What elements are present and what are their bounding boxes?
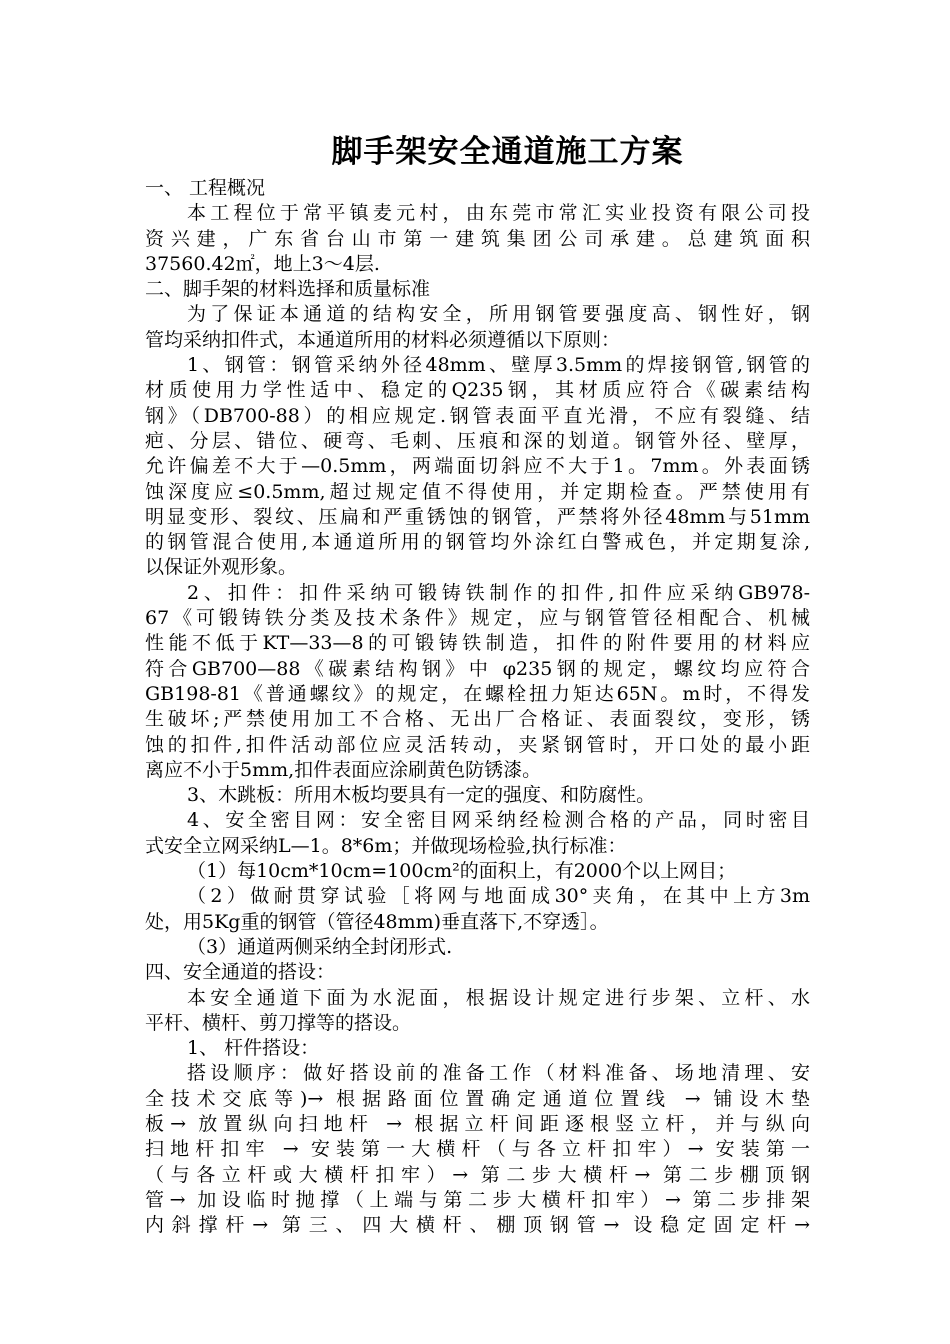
text-line: 一、 工程概况 bbox=[145, 177, 266, 199]
text-line: 扫地杆扣牢 → 安装第一大横杆（与各立杆扣牢）→ 安装第一 bbox=[145, 1138, 810, 1161]
text-line: 2、扣件：扣件采纳可锻铸铁制作的扣件,扣件应采纳GB978- bbox=[187, 581, 810, 604]
text-line: （3）通道两侧采纳全封闭形式. bbox=[187, 935, 453, 958]
text-line: 钢》（DB700-88）的相应规定.钢管表面平直光滑，不应有裂缝、结 bbox=[145, 404, 810, 427]
document-page bbox=[145, 132, 810, 1238]
text-line: 符合GB700—88《碳素结构钢》中 φ235钢的规定，螺纹均应符合 bbox=[145, 657, 810, 680]
text-line: 二、脚手架的材料选择和质量标准 bbox=[145, 278, 431, 301]
text-line: 式安全立网采纳L—1。8*6m；并做现场检验,执行标准： bbox=[145, 834, 627, 857]
text-line: 性能不低于KT—33—8的可锻铸铁制造，扣件的附件要用的材料应 bbox=[145, 632, 810, 655]
text-line: 3、木跳板：所用木板均要具有一定的强度、和防腐性。 bbox=[187, 784, 656, 807]
text-line: 内斜撑杆→ 第三、四大横杆、棚顶钢管→ 设稳定固定杆→ bbox=[145, 1214, 810, 1237]
text-line: 四、安全通道的搭设： bbox=[145, 961, 336, 984]
text-line: 搭设顺序：做好搭设前的准备工作（材料准备、场地清理、安 bbox=[187, 1062, 810, 1085]
text-line: 4、安全密目网：安全密目网采纳经检测合格的产品，同时密目 bbox=[187, 809, 810, 832]
text-line: 管均采纳扣件式，本通道所用的材料必须遵循以下原则： bbox=[145, 328, 621, 351]
text-line: 本工程位于常平镇麦元村，由东莞市常汇实业投资有限公司投 bbox=[187, 202, 810, 225]
text-line: 管→ 加设临时抛撑（上端与第二步大横杆扣牢）→ 第二步排架 bbox=[145, 1188, 810, 1211]
text-line: 疤、分层、错位、硬弯、毛刺、压痕和深的划道。钢管外径、壁厚， bbox=[145, 429, 810, 452]
text-line: （2）做耐贯穿试验［将网与地面成30°夹角，在其中上方3m bbox=[187, 885, 810, 908]
text-line: 材质使用力学性适中、稳定的Q235钢，其材质应符合《碳素结构 bbox=[145, 379, 810, 402]
text-line: GB198-81《普通螺纹》的规定，在螺栓扭力矩达65N。m时，不得发 bbox=[145, 682, 810, 705]
text-line: 全技术交底等)→ 根据路面位置确定通道位置线 → 铺设木垫 bbox=[145, 1087, 810, 1110]
text-line: （1）每10cm*10cm=100cm²的面积上，有2000个以上网目； bbox=[187, 860, 737, 883]
text-line: 生破坏;严禁使用加工不合格、无出厂合格证、表面裂纹，变形，锈 bbox=[145, 708, 810, 731]
document-title: 脚手架安全通道施工方案 bbox=[331, 134, 684, 170]
text-line: 明显变形、裂纹、压扁和严重锈蚀的钢管，严禁将外径48mm与51mm bbox=[145, 505, 810, 528]
text-line: 1、 杆件搭设： bbox=[187, 1037, 320, 1060]
text-line: 1、钢管：钢管采纳外径48mm、壁厚3.5mm的焊接钢管,钢管的 bbox=[187, 354, 810, 377]
text-line: 资兴建，广东省台山市第一建筑集团公司承建。总建筑面积 bbox=[145, 227, 810, 250]
text-line: 蚀深度应≤0.5mm,超过规定值不得使用，并定期检查。严禁使用有 bbox=[145, 480, 810, 503]
text-line: 本安全通道下面为水泥面，根据设计规定进行步架、立杆、水 bbox=[187, 986, 810, 1009]
text-line: 的钢管混合使用,本通道所用的钢管均外涂红白警戒色，并定期复涂, bbox=[145, 531, 810, 554]
text-line: 允许偏差不大于—0.5mm，两端面切斜应不大于1。7mm。外表面锈 bbox=[145, 455, 810, 478]
text-line: 平杆、横杆、剪刀撑等的搭设。 bbox=[145, 1011, 412, 1034]
document-body bbox=[145, 176, 810, 1238]
text-line: 处，用5Kg重的钢管（管径48mm)垂直落下,不穿透］。 bbox=[145, 910, 609, 933]
text-line: （与各立杆或大横杆扣牢）→ 第二步大横杆→ 第二步棚顶钢 bbox=[145, 1163, 810, 1186]
text-line: 67《可锻铸铁分类及技术条件》规定，应与钢管管径相配合、机械 bbox=[145, 607, 810, 630]
text-line: 为了保证本通道的结构安全，所用钢管要强度高、钢性好，钢 bbox=[187, 303, 810, 326]
text-line: 以保证外观形象。 bbox=[145, 556, 298, 579]
text-line: 37560.42㎡，地上3～4层. bbox=[145, 252, 380, 275]
text-line: 板→ 放置纵向扫地杆 → 根据立杆间距逐根竖立杆，并与纵向 bbox=[145, 1112, 810, 1135]
text-line: 离应不小于5mm,扣件表面应涂刷黄色防锈漆。 bbox=[145, 758, 542, 781]
text-line: 蚀的扣件,扣件活动部位应灵活转动，夹紧钢管时，开口处的最小距 bbox=[145, 733, 810, 756]
